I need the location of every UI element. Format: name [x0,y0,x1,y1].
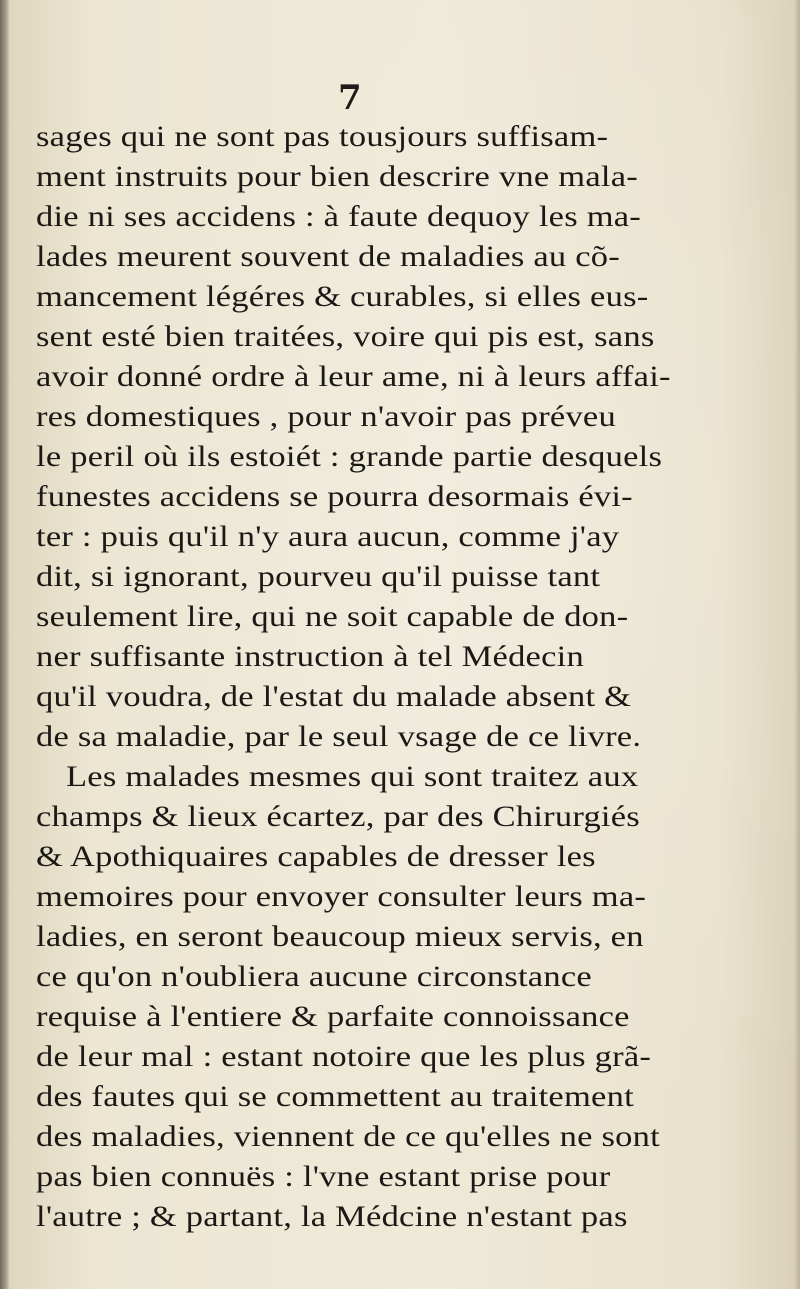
text-line: ce qu'on n'oubliera aucune circonstance [36,960,592,993]
text-line: avoir donné ordre à leur ame, ni à leurs affai- [36,360,671,393]
text-line: des maladies, viennent de ce qu'elles ne sont [36,1120,660,1153]
page-number: 7 [338,78,362,118]
text-line: des fautes qui se commettent au traitement [36,1080,634,1113]
text-line: ladies, en seront beaucoup mieux servis, en [36,920,644,953]
text-line: qu'il voudra, de l'estat du malade absent & [36,680,632,713]
text-line: sent esté bien traitées, voire qui pis est, sans [36,320,655,353]
text-line: champs & lieux écartez, par des Chirurgiés [36,800,640,833]
text-line: lades meurent souvent de maladies au cõ- [36,240,621,273]
text-line: pas bien connuës : l'vne estant prise pour [36,1160,611,1193]
text-line: dit, si ignorant, pourveu qu'il puisse tant [36,560,601,593]
text-line: res domestiques , pour n'avoir pas préveu [36,400,616,433]
text-line: de sa maladie, par le seul vsage de ce livre. [36,720,642,753]
text-line: seulement lire, qui ne soit capable de don- [36,600,629,633]
text-line: sages qui ne sont pas tousjours suffisam- [36,120,609,153]
text-line: die ni ses accidens : à faute dequoy les ma- [36,200,642,233]
text-line: mancement légéres & curables, si elles eus- [36,280,649,313]
text-line: & Apothiquaires capables de dresser les [36,840,596,873]
text-line: ment instruits pour bien descrire vne mala- [36,160,638,193]
text-line: memoires pour envoyer consulter leurs ma- [36,880,647,913]
text-line: ter : puis qu'il n'y aura aucun, comme j'ay [36,520,620,553]
text-line: requise à l'entiere & parfaite connoissance [36,1000,630,1033]
binding-edge [0,0,10,1289]
text-line: le peril où ils estoiét : grande partie desquels [36,440,663,473]
text-line: funestes accidens se pourra desormais évi- [36,480,633,513]
page-edge [794,0,800,1289]
text-line: Les malades mesmes qui sont traitez aux [66,760,639,793]
text-line: de leur mal : estant notoire que les plus grã- [36,1040,652,1073]
text-line: ner suffisante instruction à tel Médecin [36,640,584,673]
text-line: l'autre ; & partant, la Médcine n'estant pas [36,1200,628,1233]
